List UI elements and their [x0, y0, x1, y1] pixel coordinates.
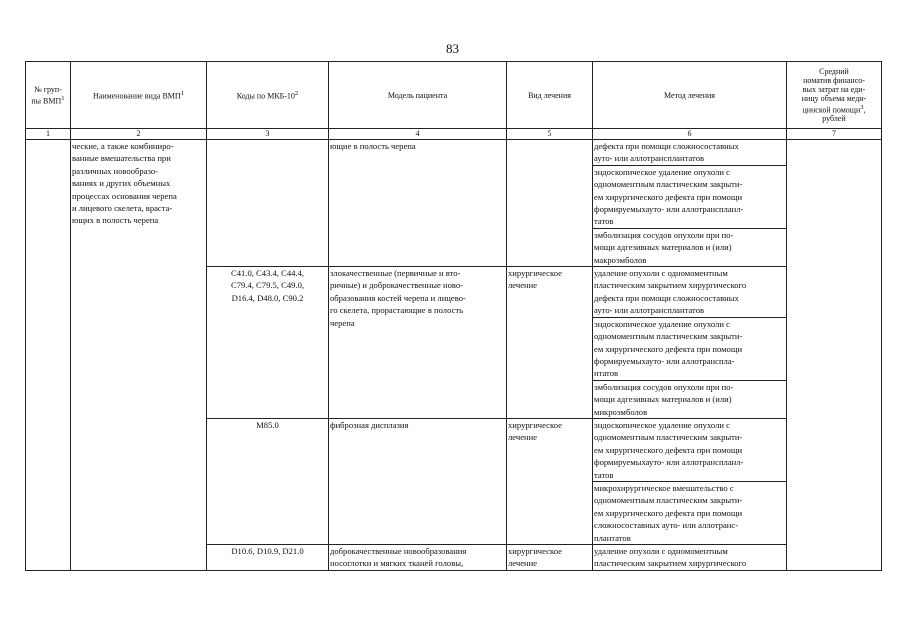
treatment-method-cell: эндоскопическое удаление опухоли с одномоментным пластическим закрыти- ем хирургического дефекта при помощи формируемыхауто- или аллотранспланл- татов — [593, 165, 787, 228]
treatment-method-cell: эндоскопическое удаление опухоли с одномоментным пластическим закрыти- ем хирургического дефекта при помощи формируемыхауто- или аллотранспланл- татов — [593, 418, 787, 481]
page-number: 83 — [446, 41, 459, 56]
treatment-method-cell: эмболизация сосудов опухоли при по- мощи адгезивных материалов и (или) макроэмболов — [593, 228, 787, 266]
treatment-type-cell: хирургическое лечение — [507, 267, 593, 419]
vmp-table — [25, 61, 882, 571]
codes-cell: C41.0, C43.4, C44.4, C79.4, C79.5, C49.0, D16.4, D48.0, C90.2 — [207, 267, 329, 419]
codes-cell — [207, 140, 329, 267]
treatment-method-cell: удаление опухоли с одномоментным пластическим закрытием хирургического дефекта при помощи сложносоставных ауто- или аллотрансплантатов — [593, 267, 787, 318]
patient-model-cell: ющие в полость черепа — [329, 140, 507, 267]
treatment-type-cell — [507, 140, 593, 267]
column-number: 4 — [329, 129, 507, 140]
column-number-row — [26, 129, 882, 140]
table-row — [26, 140, 882, 166]
header-avg-cost: Средний номатив финансо- вых затрат на еди- ницу объема меди- цинской помощи$^3$, рублей — [787, 62, 882, 129]
treatment-type-cell: хирургическое лечение — [507, 418, 593, 544]
treatment-method-cell: эмболизация сосудов опухоли при по- мощи адгезивных материалов и (или) микроэмболов — [593, 380, 787, 418]
treatment-method-cell: дефекта при помощи сложносоставных ауто- или аллотрансплантатов — [593, 140, 787, 166]
vmp-name-cell: ческие, а также комбиниро- ванные вмешательства при различных новообразо- ваниях и других объемных процессах основания черепа и лицевого скелета, враста- ющих в полость черепа — [71, 140, 207, 571]
patient-model-cell: фиброзная дисплазия — [329, 418, 507, 544]
patient-model-cell: доброкачественные новообразования носоглотки и мягких тканей головы, — [329, 545, 507, 571]
column-number: 1 — [26, 129, 71, 140]
column-number: 7 — [787, 129, 882, 140]
codes-cell: M85.0 — [207, 418, 329, 544]
column-number: 2 — [71, 129, 207, 140]
header-vmp-name: Наименование вида ВМП$^1$ — [71, 62, 207, 129]
treatment-method-cell: эндоскопическое удаление опухоли с одномоментным пластическим закрыти- ем хирургического дефекта при помощи формируемыхауто- или аллотранспла- нтатов — [593, 317, 787, 380]
treatment-type-cell: хирургическое лечение — [507, 545, 593, 571]
header-treatment-type: Вид лечения — [507, 62, 593, 129]
header-row — [26, 62, 882, 129]
header-group-no: № груп- пы ВМП$^1$ — [26, 62, 71, 129]
treatment-method-cell: удаление опухоли с одномоментным пластическим закрытием хирургического — [593, 545, 787, 571]
treatment-method-cell: микрохирургическое вмешательство с одномоментным пластическим закрыти- ем хирургического дефекта при помощи сложносоставных ауто- или аллотранс- плантатов — [593, 481, 787, 544]
codes-cell: D10.6, D10.9, D21.0 — [207, 545, 329, 571]
patient-model-cell: злокачественные (первичные и вто- ричные) и доброкачественные ново- образования костей черепа и лицево- го скелета, прорастающие в полость черепа — [329, 267, 507, 419]
group-no-cell — [26, 140, 71, 571]
column-number: 3 — [207, 129, 329, 140]
header-patient-model: Модель пациента — [329, 62, 507, 129]
header-treatment-method: Метод лечения — [593, 62, 787, 129]
header-mkb-codes: Коды по МКБ-$10^2$ — [207, 62, 329, 129]
column-number: 6 — [593, 129, 787, 140]
column-number: 5 — [507, 129, 593, 140]
avg-cost-cell — [787, 140, 882, 571]
